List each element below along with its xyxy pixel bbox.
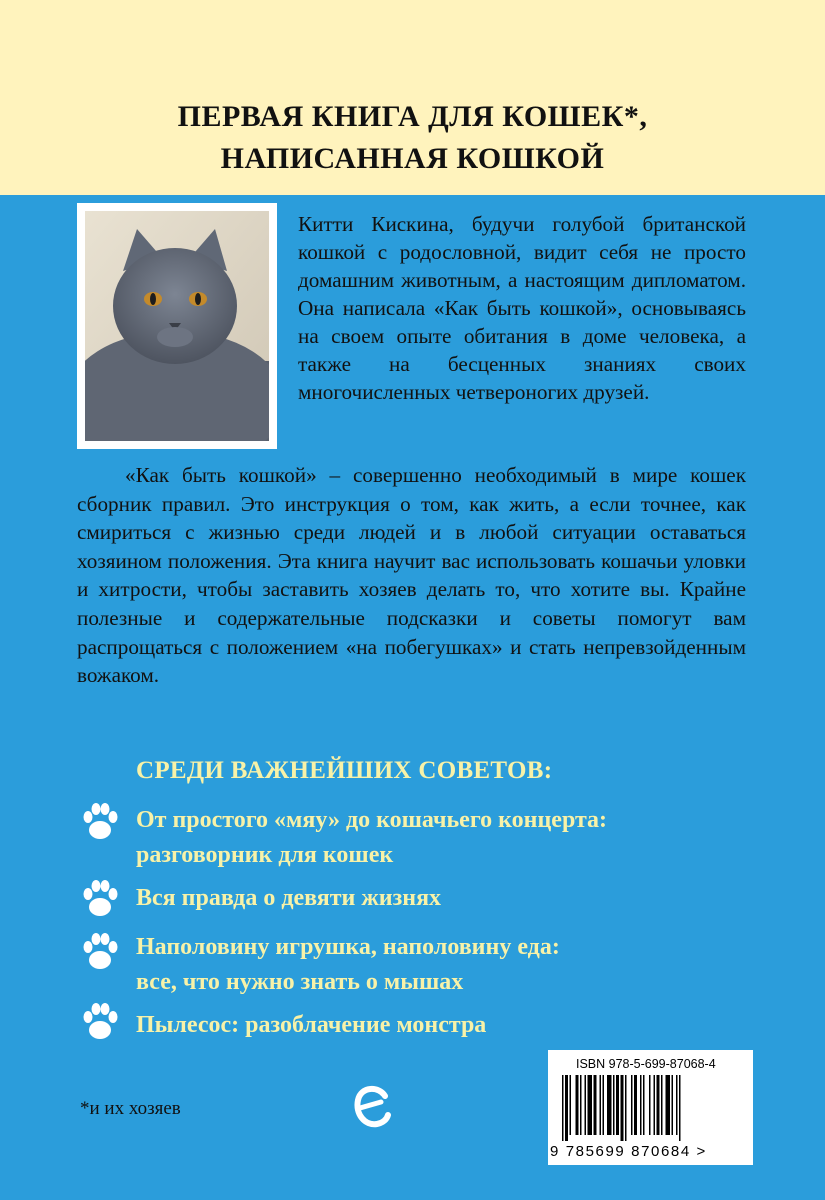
tip-item xyxy=(136,881,756,916)
barcode-bar xyxy=(634,1075,637,1135)
barcode-bar xyxy=(580,1075,582,1135)
intro-paragraph: Китти Кискина, будучи голубой британской кошкой с родословной, видит себя не просто домашним животным, а настоящим дипломатом. Она написала «Как быть кошкой», основываясь на своем опыте обитания в доме человека, а также на бесценных знаниях своих многочисленных четвероногих друзей. xyxy=(298,212,746,404)
tips-heading: СРЕДИ ВАЖНЕЙШИХ СОВЕТОВ: xyxy=(136,757,553,784)
cat-photo-image xyxy=(85,211,269,441)
barcode-bar xyxy=(661,1075,663,1135)
tip-item xyxy=(136,803,756,873)
paw-print-icon xyxy=(78,930,122,974)
tip-line: Пылесос: разоблачение монстра xyxy=(136,1012,487,1038)
barcode-bar xyxy=(643,1075,645,1135)
barcode-bar xyxy=(621,1075,624,1141)
tip-item xyxy=(136,1008,756,1043)
barcode-bar xyxy=(562,1075,564,1141)
footnote: *и их хозяев xyxy=(80,1098,181,1119)
barcode-bar xyxy=(649,1075,651,1135)
barcode-bar xyxy=(585,1075,587,1135)
author-cat-photo xyxy=(77,203,277,449)
barcode-bar xyxy=(657,1075,660,1135)
isbn-label: ISBN 978-5-699-87068-4 xyxy=(576,1057,716,1071)
barcode-bar xyxy=(613,1075,615,1135)
barcode-bar xyxy=(588,1075,593,1135)
description-paragraph: «Как быть кошкой» – совершенно необходимый в мире кошек сборник правил. Это инструкция о том, как жить, а если точнее, как смириться с жизнью среди людей и в любой ситуации оставаться хозяином положения. Эта книга научит вас использовать кошачьи уловки и хитрости, чтобы заставить хозяев делать то, что хотите вы. Крайне полезные и содержательные подсказки и советы помогут вам распрощаться с положением «на побегушках» и стать непревзойденным вожаком. xyxy=(77,463,746,688)
paw-print-icon xyxy=(78,1000,122,1044)
barcode-bar xyxy=(565,1075,568,1141)
barcode-bar xyxy=(672,1075,674,1135)
tip-line: От простого «мяу» до кошачьего концерта: xyxy=(136,807,608,833)
barcode-bar xyxy=(625,1075,627,1141)
tip-line: Наполовину игрушка, наполовину еда: xyxy=(136,934,560,960)
barcode-bar xyxy=(616,1075,619,1135)
title-line-1: ПЕРВАЯ КНИГА ДЛЯ КОШЕК*, xyxy=(177,100,648,133)
barcode-bar xyxy=(600,1075,602,1135)
barcode-bar xyxy=(603,1075,605,1135)
barcode-bar xyxy=(679,1075,681,1141)
barcode xyxy=(548,1050,753,1165)
barcode-bar xyxy=(676,1075,678,1135)
barcode-digits: 9 785699 870684 > xyxy=(550,1143,707,1160)
barcode-bars xyxy=(560,1075,742,1141)
barcode-bar xyxy=(594,1075,597,1135)
eksmo-logo-icon xyxy=(351,1082,393,1134)
barcode-bar xyxy=(640,1075,642,1135)
title-line-2: НАПИСАННАЯ КОШКОЙ xyxy=(220,142,605,175)
tip-line: все, что нужно знать о мышах xyxy=(136,969,464,995)
barcode-bar xyxy=(607,1075,612,1135)
barcode-bar xyxy=(666,1075,671,1135)
barcode-bar xyxy=(654,1075,656,1135)
barcode-bar xyxy=(576,1075,579,1135)
tip-item xyxy=(136,930,756,1000)
paw-print-icon xyxy=(78,877,122,921)
tip-line: Вся правда о девяти жизнях xyxy=(136,885,442,911)
page-title xyxy=(0,96,825,180)
barcode-bar xyxy=(570,1075,572,1135)
paw-print-icon xyxy=(78,800,122,844)
tip-line: разговорник для кошек xyxy=(136,842,394,868)
barcode-bar xyxy=(631,1075,633,1135)
